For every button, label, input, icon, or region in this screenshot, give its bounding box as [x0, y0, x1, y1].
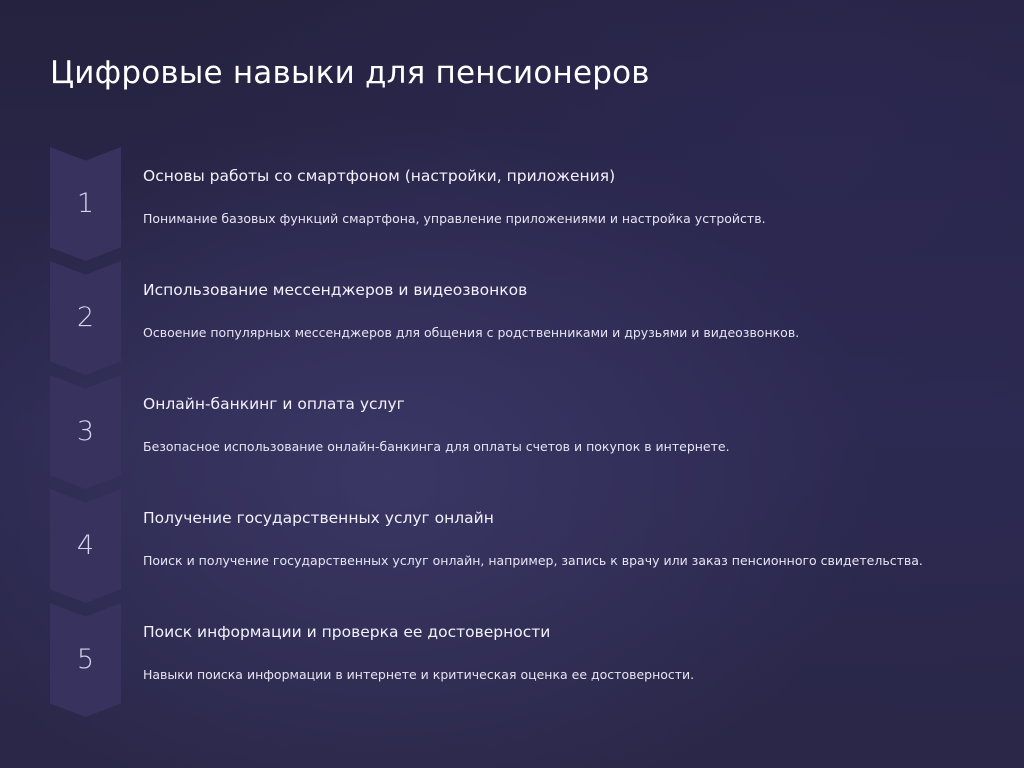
step-title: Поиск информации и проверка ее достоверности [143, 623, 551, 641]
step-title: Получение государственных услуг онлайн [143, 509, 494, 527]
step-item [0, 147, 1024, 261]
step-number: 5 [76, 644, 95, 675]
step-number: 4 [76, 530, 95, 561]
step-item [0, 489, 1024, 603]
step-title: Основы работы со смартфоном (настройки, приложения) [143, 167, 616, 185]
step-description: Безопасное использование онлайн-банкинга для оплаты счетов и покупок в интернете. [143, 439, 730, 454]
step-title: Онлайн-банкинг и оплата услуг [143, 395, 405, 413]
slide-title: Цифровые навыки для пенсионеров [50, 55, 650, 91]
step-item [0, 603, 1024, 717]
step-title: Использование мессенджеров и видеозвонков [143, 281, 528, 299]
step-number: 1 [76, 188, 95, 219]
step-description: Понимание базовых функций смартфона, управление приложениями и настройка устройств. [143, 211, 766, 226]
step-item [0, 261, 1024, 375]
step-description: Освоение популярных мессенджеров для общения с родственниками и друзьями и видеозвонков. [143, 325, 800, 340]
step-item [0, 375, 1024, 489]
step-number: 2 [76, 302, 95, 333]
step-description: Навыки поиска информации в интернете и критическая оценка ее достоверности. [143, 667, 695, 682]
step-number: 3 [76, 416, 95, 447]
step-description: Поиск и получение государственных услуг онлайн, например, запись к врачу или заказ пенсионного свидетельства. [143, 553, 923, 568]
